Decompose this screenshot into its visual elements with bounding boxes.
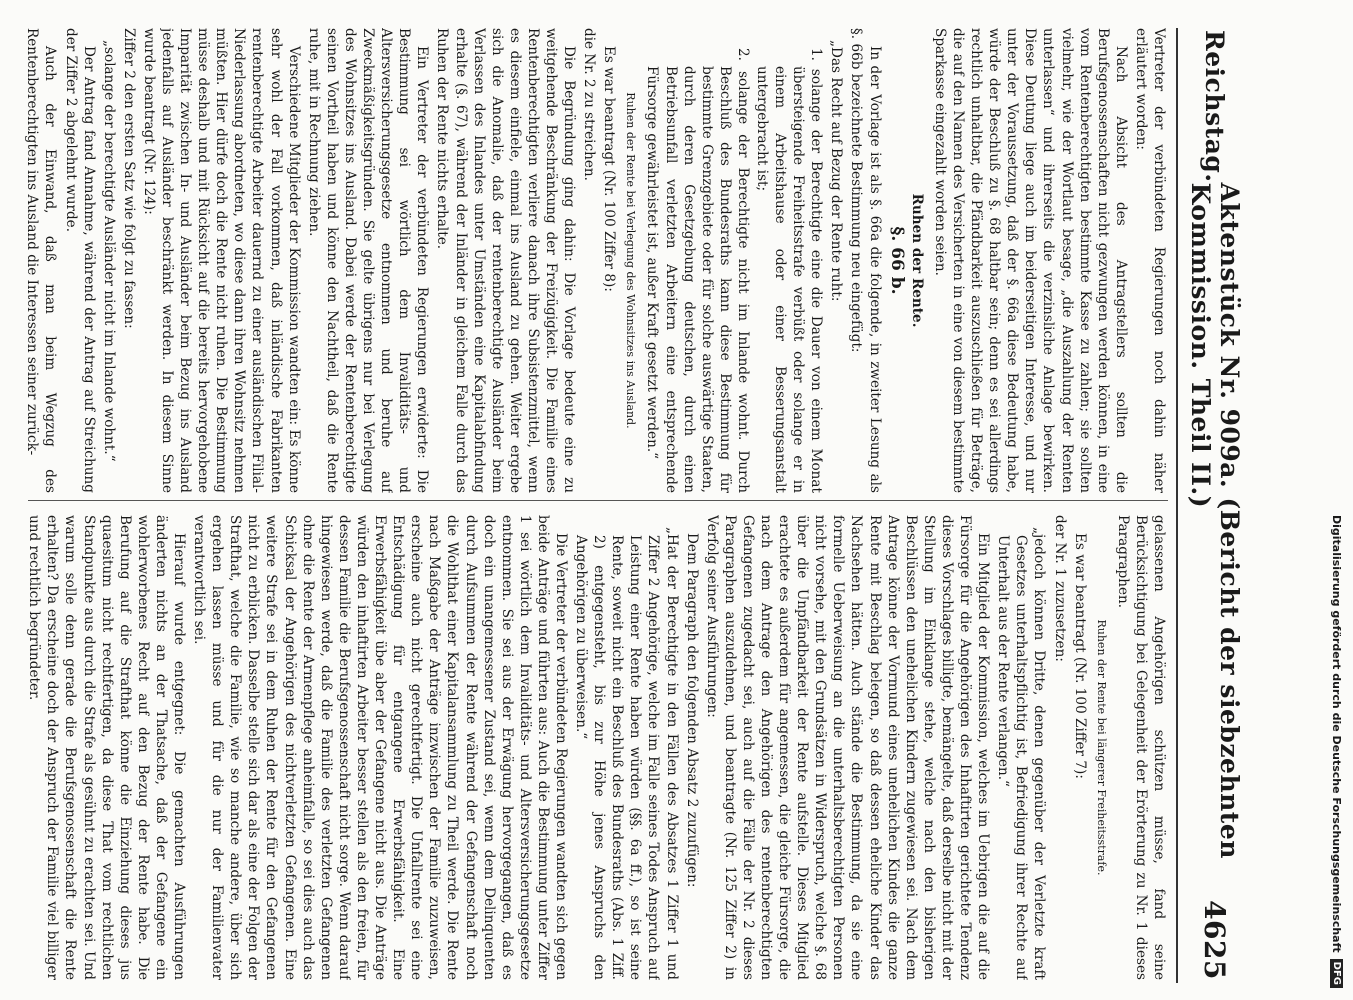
paragraph: Ziffer 2 den ersten Satz wie folgt zu fassen: [120,28,137,329]
subsection-heading: Ruhen der Rente bei längerer Freiheitsstrafe. [1094,619,1108,876]
subsection-heading: Ruhen der Rente bei Verlegung des Wohnsitzes ins Ausland. [624,92,638,429]
quoted-text: „solange der berechtigte Ausländer nicht im Inlande wohnt.“ [100,40,117,462]
paragraph: Die Begründung ging dahin: Die Vorlage bedeute eine zu weitgehende Beschränkung der Freizügigkeit. Die Familie eines Rentenberechtigten verliere danach ihre Subsistenzmittel, wenn es diesem einfiele, einmal ins Ausland zu gehen. Weiter ergebe sich die Anomalie, daß der rentenberechtigte Ausländer beim Verlassen des Inlandes unter Umständen eine Kapitalabfindung erhalte (§. 67), während der Inländer in gleichem Falle durch das Ruhen der Rente nichts erhalte. [434,28,578,493]
paragraph-number: §. 66 b. [886,226,907,295]
left-column [18,28,1168,493]
quoted-text: „jedoch können Dritte, denen gegenüber der Verletzte kraft Gesetzes unterhaltspflichtig ist, Befriedigung ihrer Rechte auf Unterhalt aus der Rente verlangen.“ [995,527,1048,980]
paragraph: Verschiedene Mitglieder der Kommission wandten ein: Es könne sehr wohl der Fall vorkommen, daß inländische Fabrikanten rentenberechtigte Arbeiter dauernd zu einer ausländischen Filial-Niederlassung abordneten, wo diese dann ihren Wohnsitz nehmen müßten. Hier dürfe doch die Rente nicht ruhen. Die Bestimmung müsse deshalb und mit Rücksicht auf die bereits hervorgehobene Imparität zwischen In- und Ausländer beim Bezug ins Ausland jedenfalls auf Ausländer beschränkt werden. In diesem Sinne wurde beantragt (Nr. 124): [140,28,302,493]
paragraph: Ein Vertreter der verbündeten Regierungen erwiderte: Die Bestimmung sei wörtlich dem Invaliditäts- und Altersversicherungsgesetze entnommen und beruhe auf Zweckmäßigkeitsgründen. Sie gelte übrigens nur bei Verlegung des Wohnsitzes ins Ausland. Dabei werde der Rentenberechtigte seinen Vortheil haben und könne den Nachtheil, daß die Rente ruhe, mit in Rechnung ziehen. [305,28,431,493]
list-item: 2. solange der Berechtigte nicht im Inlande wohnt. Durch Beschluß des Bundesraths kann diese Bestimmung für bestimmte Grenzgebiete oder für solche auswärtige Staaten, durch deren Gesetzgebung deutschen, durch einen Betriebsunfall verletzten Arbeitern eine entsprechende Fürsorge gewährleistet ist, außer Kraft gesetzt werden.“ [644,48,751,493]
paragraph: Dem Paragraph den folgenden Absatz 2 zuzufügen: [683,533,700,888]
digitization-credit [1326,12,1348,988]
right-column [18,515,1168,980]
credit-text: Digitalisierung gefördert durch die Deutsche Forschungsgemeinschaft [1330,514,1344,953]
header-report-title: (Bericht der siebzehnten Kommission. Theil II.) [1186,182,1244,859]
dfg-logo: DFG [1331,959,1344,988]
paragraph: Nach Absicht des Antragstellers sollten die Berufsgenossenschaften nicht gezwungen werden können, in eine vom Rentenberechtigten bestimmte Kasse zu zahlen; sie sollten vielmehr, wie der Wortlaut besage, „die Auszahlung der Renten unterlassen“ und ihrerseits die verzinsliche Anlage bewirken. Diese Deutung liege auch im beiderseitigen Interesse, und nur unter der Voraussetzung, daß der §. 66a diese Bedeutung habe, würde der Beschluß zu §. 68 haltbar sein; denn es sei allerdings rechtlich unhaltbar, die Pfändbarkeit auszuschließen für Beträge, die auf den Namen des Versicherten in eine von diesem bestimmte Sparkasse eingezahlt worden seien. [931,28,1129,493]
paragraph: Ein Mitglied der Kommission, welches im Uebrigen die auf die Fürsorge für die Angehörigen des Inhaftirten gerichtete Tendenz dieses Vorschlages billigte, bemängelte, daß derselbe nicht mit der Stellung im Einklange stehe, welche nach den bisherigen Beschlüssen den unehelichen Kindern zugewiesen sei. Nach dem Antrage könne der Vormund eines unehelichen Kindes die ganze Rente mit Beschlag belegen, so daß dessen eheliche Kinder das Nachsehen hätten. Auch stände die Bestimmung, da sie eine formelle Ueberweisung an die unterhaltsberechtigten Personen nicht vorsehe, mit den Grundsätzen in Widerspruch, welche §. 68 über die Unpfändbarkeit der Rente aufstelle. Dieses Mitglied erachtete es außerdem für angemessen, die gleiche Fürsorge, die nach dem Antrage den Angehörigen des rentenberechtigten Gefangenen zugedacht sei, auch auf die Fälle der Nr. 2 dieses Paragraphen auszudehnen, und beantragte (Nr. 125 Ziffer 2) in Verfolg seiner Ausführungen: [703,515,992,980]
header-left: Reichstag. [1200,30,1230,183]
quoted-text: „Das Recht auf Bezug der Rente ruht: [828,40,845,302]
column-divider [28,500,1168,501]
paragraph: Der Antrag fand Annahme, während der Antrag auf Streichung der Ziffer 2 abgelehnt wurde. [62,28,97,493]
quoted-text: „Hat der Berechtigte in den Fällen des Absatzes 1 Ziffer 1 und Ziffer 2 Angehörige, welche im Falle seines Todes Anspruch auf Leistung einer Rente haben würden (§§. 6a ff.), so ist seine Rente, soweit nicht ein Beschluß des Bundesraths (Abs. 1 Ziff. 2) entgegensteht, bis zur Höhe jenes Anspruchs den Angehörigen zu überweisen.“ [573,527,680,980]
header-document-number: Aktenstück Nr. 909a. [1215,182,1244,489]
paragraph: der Nr. 1 zuzusetzen: [1051,515,1068,662]
section-heading: Ruhen der Rente. [908,193,925,328]
paragraph: Auch der Einwand, daß man beim Wegzug des Rentenberechtigten ins Ausland die Interessen seiner zurück- [24,28,59,493]
paragraph: Die Vertreter der verbündeten Regierungen wandten sich gegen beide Anträge und führten aus: Auch die Bestimmung unter Ziffer 1 sei wörtlich dem Invaliditäts- und Altersversicherungsgesetze entnommen. Sie sei aus der Erwägung hervorgegangen, daß es doch ein unangemessener Zustand sei, wenn dem Delinquenten durch Aufsummen der Rente während der Gefangenschaft noch die Wohlthat einer Kapitalansammlung zu Theil werde. Die Rente nach Maßgabe der Anträge inzwischen der Familie zuzuweisen, erscheine auch nicht gerechtfertigt. Die Unfallrente sei eine Entschädigung für entgangene Erwerbsfähigkeit. Eine Erwerbsfähigkeit übe aber der Gefangene nicht aus. Die Anträge würden den inhaftirten Arbeiter besser stellen als den freien, für dessen Familie die Berufsgenossenschaft nicht sorge. Wenn darauf hingewiesen werde, daß die Familie des verletzten Gefangenen ohne die Rente der Armenpflege anheimfalle, so sei dies auch das Schicksal der Angehörigen des nichtverletzten Gefangenen. Eine weitere Strafe sei in dem Ruhen der Rente für den Gefangenen nicht zu erblicken. Dasselbe stelle sich dar als eine der Folgen der Strafthat, welche die Familie, wie so manche andere, über sich ergehen lassen müsse und für die nur der Familienvater verantwortlich sei. [191,515,569,980]
paragraph: Es war beantragt (Nr. 100 Ziffer 8): [601,46,618,292]
list-item: 1. solange der Berechtigte eine die Dauer von einem Monat übersteigende Freiheitsstrafe verbüßt oder solange er in einem Arbeitshause oder einer Besserungsanstalt untergebracht ist; [754,48,825,493]
paragraph: Hierauf wurde entgegnet: Die gemachten Ausführungen änderten nichts an der Thatsache, daß der Gefangene ein wohlerworbenes Recht auf den Bezug der Rente habe. Die Berufung auf die Strafthat könne die Einziehung dieses jus quaesitum nicht rechtfertigen, da diese That vom rechtlichen Standpunkte aus durch die Strafe als gesühnt zu erachten sei. Und warum solle denn gerade die Berufsgenossenschaft die Rente erhalten? Da erscheine doch der Anspruch der Familie viel billiger und rechtlich begründeter. [26,515,188,980]
page-number: 4625 [1198,900,1232,980]
header-rule [1176,28,1178,983]
header-center [1186,183,1244,900]
paragraph: Es war beantragt (Nr. 100 Ziffer 7): [1071,533,1088,779]
paragraph: Vertreter der verbündeten Regierungen noch dahin näher erläutert worden: [1132,28,1167,493]
paragraph: In der Vorlage ist als §. 66a die folgende, in zweiter Lesung als §. 66b bezeichnete Bestimmung neu eingefügt: [848,28,883,493]
running-header [1180,30,1250,980]
paragraph: gelassenen Angehörigen schützen müsse, fand seine Berücksichtigung bei Gelegenheit der Erörterung zu Nr. 1 dieses Paragraphen. [1114,515,1167,980]
paragraph: die Nr. 2 zu streichen. [581,28,598,181]
